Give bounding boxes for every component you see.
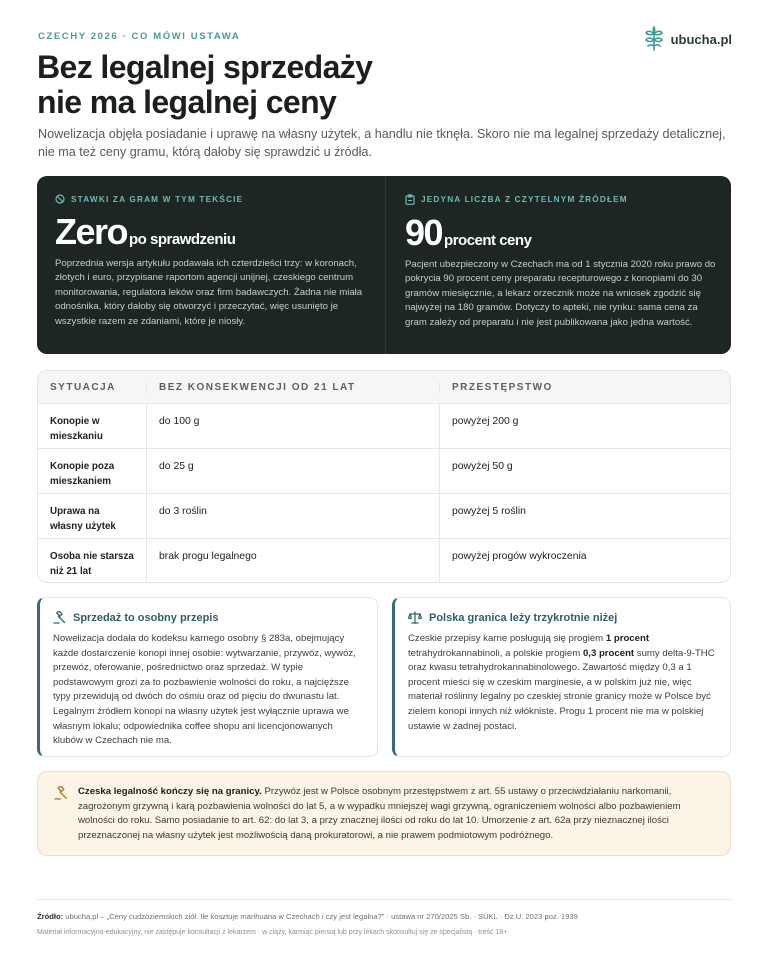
table-row	[38, 448, 730, 493]
table-cell-crime: powyżej 200 g	[439, 404, 730, 448]
source-label: Źródło:	[37, 912, 64, 921]
stat-zero	[37, 176, 385, 354]
table-cell-legal: do 100 g	[146, 404, 439, 448]
note-lead: Czeska legalność kończy się na granicy.	[78, 786, 262, 797]
body-text: Czeskie przepisy karne posługują się progiem	[408, 633, 606, 644]
stat-label	[405, 194, 717, 205]
table-row	[38, 403, 730, 448]
stat-unit: po sprawdzeniu	[129, 231, 236, 248]
scales-icon	[408, 611, 422, 624]
card-heading	[53, 611, 363, 624]
table-row	[38, 493, 730, 538]
leaf-logo-icon	[643, 26, 665, 52]
table-cell-situation: Konopie poza mieszkaniem	[50, 461, 115, 487]
note-text	[78, 785, 714, 843]
note-body: Przywóz jest w Polsce osobnym przestępstwem z art. 55 ustawy o przeciwdziałaniu narkomanii, zagrożonym grzywną i karą pozbawienia wolności do lat 5, a w wypadku mniejszej wagi grzywną, ograniczeniem wolności albo pozbawieniem wolności do roku. Samo posiadanie to art. 62: do lat 3, a przy znacznej ilości od roku do lat 10. Umorzenie z art. 62a przy nieznacznej ilości przeznaczonej na własny użytek jest możliwością daną prokuratorowi, a nie prawem podmiotowym podróżnego.	[78, 786, 681, 841]
source-line	[37, 912, 731, 921]
stat-unit: procent ceny	[444, 232, 532, 249]
stat-number: Zero	[55, 211, 128, 252]
clipboard-icon	[405, 194, 415, 205]
table-cell-crime: powyżej progów wykroczenia	[439, 539, 730, 583]
threshold-cz: 1 procent	[605, 633, 650, 644]
stats-panel	[37, 176, 731, 354]
source-text: ubucha.pl – „Ceny cudzoziemskich ziół. Ile kosztuje marihuana w Czechach i czy jest legalna?” · ustawa nr 270/2025 Sb. · SÚKL · Dz.U. 2023 poz. 1939	[63, 912, 578, 921]
table-cell-situation: Konopie w mieszkaniu	[50, 416, 103, 442]
body-text: sumy delta-9-THC oraz kwasu tetrahydrokannabinolowego. Zawartość między 0,3 a 1 procent mieści się w czeskim marginesie, a w polskim już nie, więc materiał roślinny legalny po czeskiej stronie granicy może w Polsce być zielem konopi innych niż włókniste. Progu 1 procent nie ma w polskiej ustawie w żadnej postaci.	[408, 647, 715, 732]
title-line-2: nie ma legalnej ceny	[37, 84, 337, 120]
stat-ninety	[385, 176, 735, 354]
threshold-pl: 0,3 procent	[582, 647, 635, 659]
stat-big-number	[55, 213, 367, 251]
table-cell-situation: Uprawa na własny użytek	[50, 506, 116, 532]
table-header-row	[38, 371, 730, 403]
card-body: Nowelizacja dodała do kodeksu karnego osobny § 283a, obejmujący każde dostarczenie konopi innej osobie: wytwarzanie, przywóz, wywóz, przewóz, oferowanie, pośrednictwo oraz sprzedaż. W typie podstawowym grozi za to pozbawienie wolności do roku, a najcięższe typy przewidują od dwóch do ośmiu oraz od pięciu do dwunastu lat. Legalnym źródłem konopi na własny użytek jest wyłącznie uprawa we własnym lokalu; odpowiednika coffee shopu ani licencjonowanych klubów w Czechach nie ma.	[53, 633, 356, 747]
card-body	[408, 632, 716, 734]
table-cell-legal: do 25 g	[146, 449, 439, 493]
stat-label-text: STAWKI ZA GRAM W TYM TEKŚCIE	[71, 194, 244, 204]
title-line-1: Bez legalnej sprzedaży	[37, 49, 373, 85]
table-header-legal: BEZ KONSEKWENCJI OD 21 LAT	[146, 382, 439, 393]
stat-big-number	[405, 214, 717, 252]
gavel-icon	[53, 611, 66, 624]
brand-logo[interactable]	[643, 26, 732, 52]
footer-divider	[37, 899, 731, 900]
card-title: Polska granica leży trzykrotnie niżej	[429, 611, 618, 624]
lead-paragraph: Nowelizacja objęła posiadanie i uprawę na własny użytek, a handlu nie tknęła. Skoro nie ma legalnej sprzedaży detalicznej, nie ma też ceny gramu, którą dałoby się sprawdzić u źródła.	[38, 127, 726, 159]
stat-label	[55, 194, 367, 204]
kicker: CZECHY 2026 · CO MÓWI USTAWA	[38, 31, 241, 42]
table-cell-situation: Osoba nie starsza niż 21 lat	[50, 551, 134, 577]
table-header-situation: SYTUACJA	[50, 381, 116, 393]
table-cell-legal: brak progu legalnego	[146, 539, 439, 583]
table-header-crime: PRZESTĘPSTWO	[439, 382, 730, 393]
table-cell-crime: powyżej 5 roślin	[439, 494, 730, 538]
brand-name: ubucha.pl	[670, 31, 732, 47]
card-title: Sprzedaż to osobny przepis	[73, 611, 219, 624]
border-warning-note	[37, 771, 731, 856]
sales-rule-card	[37, 597, 378, 757]
thresholds-table	[37, 370, 731, 583]
gavel-icon	[54, 786, 68, 800]
page-title	[37, 50, 597, 120]
stat-label-text: JEDYNA LICZBA Z CZYTELNYM ŹRÓDŁEM	[421, 195, 628, 204]
stat-text: Poprzednia wersja artykułu podawała ich czterdzieści trzy: w koronach, złotych i euro, przypisane raportom agencji unijnej, czeskiego centrum monitorowania, regulatora leków oraz firm badawczych. Żadna nie miała odnośnika, który dałoby się otworzyć i przeczytać, więc usunięto je wszystkie razem ze zdaniami, które je niosły.	[55, 258, 363, 327]
card-heading	[408, 611, 716, 624]
disclaimer: Materiał informacyjno-edukacyjny, nie zastępuje konsultacji z lekarzem · w ciąży, karmiąc piersią lub przy lekach skonsultuj się ze specjalistą · treść 18+.	[37, 929, 510, 936]
no-entry-icon	[55, 194, 65, 204]
table-cell-crime: powyżej 50 g	[439, 449, 730, 493]
body-text: tetrahydrokannabinoli, a polskie progiem	[408, 647, 583, 659]
polish-border-card	[392, 597, 731, 757]
stat-number: 90	[405, 212, 443, 253]
stat-text: Pacjent ubezpieczony w Czechach ma od 1 stycznia 2020 roku prawo do pokrycia 90 procent ceny preparatu recepturowego z konopiami do 30 gramów miesięcznie, a lekarz orzecznik może na wniosek zgodzić się najwyżej na 180 gramów. Dotyczy to apteki, nie rynku: sama cena za gram zależy od preparatu i nie jest publikowana jako jedna wartość.	[405, 259, 716, 328]
table-cell-legal: do 3 roślin	[146, 494, 439, 538]
table-row	[38, 538, 730, 583]
